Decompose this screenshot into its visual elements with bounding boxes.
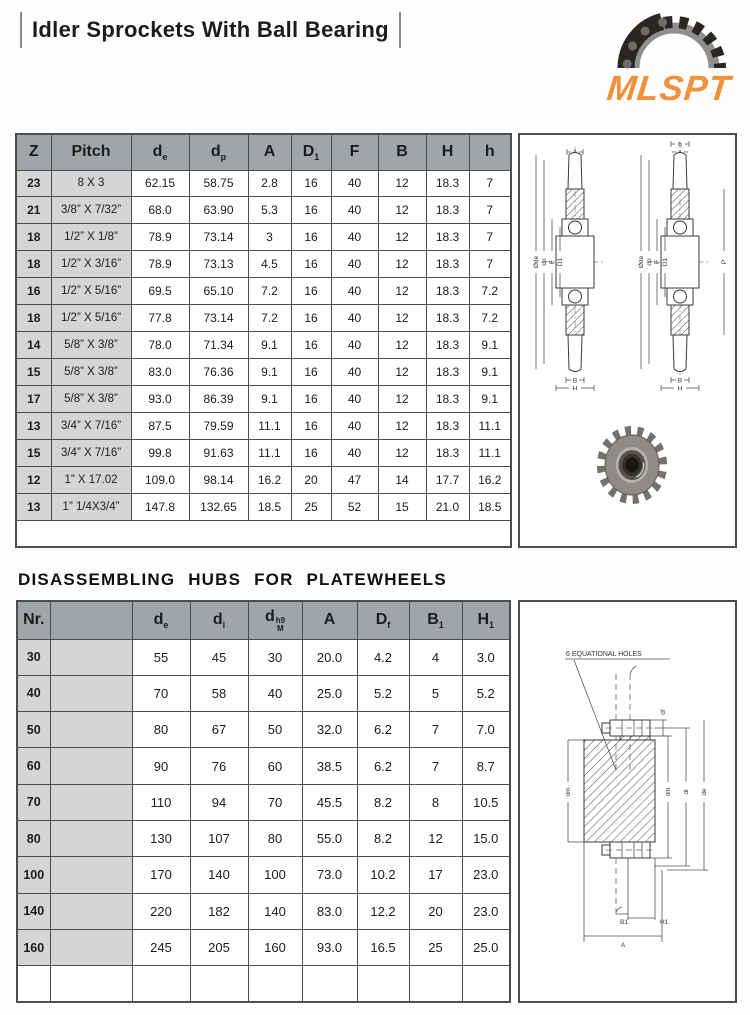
page-title: Idler Sprockets With Ball Bearing: [32, 17, 389, 42]
column-header: $B_1$: [409, 601, 462, 639]
svg-text:dp: dp: [541, 258, 548, 266]
table-cell: 18.3: [426, 439, 469, 466]
table-cell: 16.2: [469, 466, 511, 493]
table-cell: 47: [331, 466, 378, 493]
table-cell: 30: [17, 639, 50, 675]
column-header: $d_e$: [132, 601, 190, 639]
table-cell: 40: [331, 332, 378, 359]
table-cell: 65.10: [189, 278, 248, 305]
table-cell: 8.2: [357, 820, 409, 856]
table-cell: 3.0: [462, 639, 510, 675]
table-cell: 7: [469, 251, 511, 278]
table-cell: 10.5: [462, 784, 510, 820]
table-cell: 86.39: [189, 385, 248, 412]
svg-text:A: A: [620, 942, 626, 949]
table-cell: 69.5: [131, 278, 189, 305]
table-cell: 15.0: [462, 820, 510, 856]
table-cell: 160: [248, 929, 302, 965]
table-cell: 73.13: [189, 251, 248, 278]
title-right-bar: [399, 12, 401, 48]
sprocket-photo: [596, 425, 669, 506]
table-cell: 7: [469, 170, 511, 197]
table-cell: 18.3: [426, 385, 469, 412]
table-row: [17, 784, 510, 820]
column-header: B: [378, 134, 426, 170]
table-row: [17, 712, 510, 748]
idler-sprockets-table: [15, 133, 512, 548]
table-row: [16, 385, 511, 412]
table-cell: 7.0: [462, 712, 510, 748]
column-header: $D_1$: [291, 134, 331, 170]
hub-cross-section-drawing: [520, 602, 735, 1001]
table-cell: 9.1: [248, 385, 291, 412]
table-cell: 147.8: [131, 493, 189, 520]
table-cell: 40: [331, 305, 378, 332]
table-row: [17, 675, 510, 711]
table-cell: 25.0: [302, 675, 357, 711]
table-cell: 73.14: [189, 224, 248, 251]
title-left-bar: [20, 12, 22, 48]
table-row: [17, 857, 510, 893]
column-header: $d_e$: [131, 134, 189, 170]
table-cell: 12: [409, 820, 462, 856]
table-cell: 5/8” X 3/8”: [51, 358, 131, 385]
table-cell: [50, 784, 132, 820]
table-cell: 78.9: [131, 251, 189, 278]
table-cell: 20.0: [302, 639, 357, 675]
table-row: [17, 639, 510, 675]
table-cell: 18.3: [426, 224, 469, 251]
svg-text:h: h: [678, 141, 682, 149]
table-cell: 45: [190, 639, 248, 675]
table-cell: 18.3: [426, 278, 469, 305]
table-cell: 15: [378, 493, 426, 520]
column-header: A: [248, 134, 291, 170]
table-cell: 18.3: [426, 412, 469, 439]
svg-text:D1: D1: [557, 257, 564, 267]
table-cell: 40: [17, 675, 50, 711]
table-cell: 1” X 17.02: [51, 466, 131, 493]
table-cell: 9.1: [469, 332, 511, 359]
table-row: [17, 893, 510, 929]
table-row: [16, 358, 511, 385]
svg-text:Øde: Øde: [533, 255, 540, 269]
table-cell: 4: [409, 639, 462, 675]
table-cell: 23.0: [462, 893, 510, 929]
svg-text:F: F: [654, 260, 661, 264]
table-cell: 12: [378, 224, 426, 251]
table-cell: 3/8” X 7/32”: [51, 197, 131, 224]
table-cell: 132.65: [189, 493, 248, 520]
column-header: $d_p$: [189, 134, 248, 170]
table-cell: 50: [248, 712, 302, 748]
table-row: [16, 197, 511, 224]
table-row: [16, 305, 511, 332]
svg-text:de: de: [701, 788, 708, 796]
table-cell: 8.2: [357, 784, 409, 820]
table-cell: 4.5: [248, 251, 291, 278]
table-cell: 16: [291, 224, 331, 251]
table-cell: 107: [190, 820, 248, 856]
table-cell: [50, 857, 132, 893]
column-header: Nr.: [17, 601, 50, 639]
table-cell: [50, 675, 132, 711]
table-cell: 18: [16, 251, 51, 278]
table-cell: 40: [331, 278, 378, 305]
table-cell: 18.3: [426, 358, 469, 385]
table-cell: 245: [132, 929, 190, 965]
table-cell: 8.7: [462, 748, 510, 784]
hub-figure: [518, 600, 737, 1003]
table-cell: 18.5: [469, 493, 511, 520]
table-cell: 18.3: [426, 305, 469, 332]
table-cell: 16.2: [248, 466, 291, 493]
table-cell: 94: [190, 784, 248, 820]
table-cell: 55.0: [302, 820, 357, 856]
table-cell: 8: [409, 784, 462, 820]
table-cell: 18.3: [426, 197, 469, 224]
column-header: Pitch: [51, 134, 131, 170]
table-cell: 1” 1/4X3/4”: [51, 493, 131, 520]
disassembling-hubs-table: [16, 600, 511, 1003]
table-cell: 140: [248, 893, 302, 929]
table-cell: 140: [190, 857, 248, 893]
table-cell: 9.1: [469, 385, 511, 412]
table-cell: 18: [16, 224, 51, 251]
column-header: H: [426, 134, 469, 170]
table-cell: 40: [331, 197, 378, 224]
svg-text:B: B: [572, 377, 578, 385]
table-cell: 58: [190, 675, 248, 711]
svg-text:H1: H1: [660, 919, 669, 926]
table-cell: 16: [291, 251, 331, 278]
table-cell: 40: [331, 412, 378, 439]
table-cell: [50, 893, 132, 929]
column-header: A: [302, 601, 357, 639]
table-cell: 40: [331, 224, 378, 251]
table-row: [16, 224, 511, 251]
table-cell: 83.0: [302, 893, 357, 929]
table-cell: 60: [248, 748, 302, 784]
table-cell: 16.5: [357, 929, 409, 965]
table-cell: 52: [331, 493, 378, 520]
table-cell: 83.0: [131, 358, 189, 385]
table-cell: 90: [132, 748, 190, 784]
table-cell: 62.15: [131, 170, 189, 197]
table-cell: 23.0: [462, 857, 510, 893]
table-cell: 1/2” X 1/8”: [51, 224, 131, 251]
table-row: [17, 748, 510, 784]
table-cell: 25.0: [462, 929, 510, 965]
table-cell: 12: [378, 197, 426, 224]
table-cell: 18: [16, 305, 51, 332]
table-cell: 78.9: [131, 224, 189, 251]
table-cell: 3: [248, 224, 291, 251]
svg-text:P: P: [721, 259, 728, 265]
svg-text:dp: dp: [646, 258, 653, 266]
table-cell: 76: [190, 748, 248, 784]
table-cell: 58.75: [189, 170, 248, 197]
svg-text:B1: B1: [620, 919, 628, 926]
table-cell: 16: [291, 305, 331, 332]
table-cell: 91.63: [189, 439, 248, 466]
table-cell: 7: [409, 712, 462, 748]
table-cell: 70: [132, 675, 190, 711]
table-cell: 21: [16, 197, 51, 224]
table-cell: 11.1: [469, 412, 511, 439]
table-cell: 170: [132, 857, 190, 893]
brand-logo: [594, 2, 744, 109]
column-header: $D_f$: [357, 601, 409, 639]
column-header: F: [331, 134, 378, 170]
sprocket-cross-section-drawing: [520, 135, 735, 546]
table-cell: 68.0: [131, 197, 189, 224]
table-cell: 5.3: [248, 197, 291, 224]
table-cell: 14: [378, 466, 426, 493]
table-cell: 16: [291, 278, 331, 305]
table-cell: 11.1: [248, 439, 291, 466]
table-cell: 15: [16, 439, 51, 466]
table-cell: 100: [248, 857, 302, 893]
table-cell: 40: [331, 439, 378, 466]
table-cell: 9.1: [248, 358, 291, 385]
column-header: Z: [16, 134, 51, 170]
table-cell: 77.8: [131, 305, 189, 332]
table-cell: 12: [378, 251, 426, 278]
table-cell: 5.2: [462, 675, 510, 711]
table-cell: 63.90: [189, 197, 248, 224]
table-cell: 16: [291, 439, 331, 466]
svg-text:dm: dm: [565, 787, 572, 797]
table-row: [16, 439, 511, 466]
table-cell: 1/2” X 5/16”: [51, 305, 131, 332]
table-cell: 110: [132, 784, 190, 820]
table-cell: 20: [291, 466, 331, 493]
table-cell: 16: [16, 278, 51, 305]
table-row: [16, 170, 511, 197]
table-cell: 205: [190, 929, 248, 965]
table-cell: 16: [291, 197, 331, 224]
column-header: d h9 M: [248, 601, 302, 639]
table-cell: 16: [291, 385, 331, 412]
table-cell: 160: [17, 929, 50, 965]
table-cell: 16: [291, 332, 331, 359]
svg-text:df: df: [660, 709, 667, 715]
svg-text:H: H: [572, 385, 578, 393]
table-cell: 40: [331, 385, 378, 412]
table-row: [17, 929, 510, 965]
idler-table-header-row: [16, 134, 511, 170]
table-cell: 98.14: [189, 466, 248, 493]
table-cell: 14: [16, 332, 51, 359]
page-title-block: [20, 12, 401, 48]
table-cell: 13: [16, 412, 51, 439]
table-cell: 12: [378, 439, 426, 466]
table-cell: 25: [291, 493, 331, 520]
table-row: [16, 466, 511, 493]
table-row: [16, 493, 511, 520]
table-row: [16, 332, 511, 359]
table-cell: 79.59: [189, 412, 248, 439]
table-cell: 71.34: [189, 332, 248, 359]
table-cell: 70: [17, 784, 50, 820]
table-cell: [50, 929, 132, 965]
table-cell: 11.1: [248, 412, 291, 439]
table-cell: 73.0: [302, 857, 357, 893]
table-cell: 6.2: [357, 712, 409, 748]
empty-filler-row: [16, 520, 511, 547]
svg-text:D1: D1: [662, 257, 669, 267]
table-cell: 99.8: [131, 439, 189, 466]
table-cell: 80: [132, 712, 190, 748]
table-cell: 7: [409, 748, 462, 784]
table-cell: 12: [378, 412, 426, 439]
table-row: [17, 820, 510, 856]
svg-text:dm: dm: [665, 787, 672, 797]
section2-heading: DISASSEMBLING HUBS FOR PLATEWHEELS: [18, 570, 447, 589]
cross-section-left: [533, 147, 604, 393]
table-cell: 13: [16, 493, 51, 520]
table-cell: 17: [409, 857, 462, 893]
table-cell: 17: [16, 385, 51, 412]
table-cell: 76.36: [189, 358, 248, 385]
table-cell: 182: [190, 893, 248, 929]
table-cell: 12: [378, 332, 426, 359]
svg-text:6 EQUATIONAL HOLES: 6 EQUATIONAL HOLES: [566, 651, 642, 658]
table-cell: 7.2: [469, 305, 511, 332]
table-row: [16, 412, 511, 439]
table-cell: 8 X 3: [51, 170, 131, 197]
table-cell: [50, 712, 132, 748]
table-cell: 7: [469, 197, 511, 224]
cross-section-right: [638, 141, 728, 393]
table-cell: 18.5: [248, 493, 291, 520]
table-cell: 7: [469, 224, 511, 251]
table-cell: 17.7: [426, 466, 469, 493]
table-cell: 7.2: [248, 278, 291, 305]
table-cell: 12: [378, 358, 426, 385]
table-cell: 40: [331, 358, 378, 385]
table-cell: 25: [409, 929, 462, 965]
table-cell: 16: [291, 412, 331, 439]
table-cell: 4.2: [357, 639, 409, 675]
table-cell: 109.0: [131, 466, 189, 493]
table-cell: 93.0: [131, 385, 189, 412]
column-header: $H_1$: [462, 601, 510, 639]
table-cell: 67: [190, 712, 248, 748]
table-cell: 12.2: [357, 893, 409, 929]
table-cell: 18.3: [426, 332, 469, 359]
table-cell: 5/8” X 3/8”: [51, 332, 131, 359]
table-cell: 21.0: [426, 493, 469, 520]
hub-drawing: [565, 651, 708, 949]
table-cell: 9.1: [248, 332, 291, 359]
table-cell: 9.1: [469, 358, 511, 385]
svg-text:di: di: [683, 789, 690, 795]
table-cell: 50: [17, 712, 50, 748]
table-cell: 16: [291, 358, 331, 385]
table-cell: 93.0: [302, 929, 357, 965]
empty-filler-row: [17, 966, 510, 1002]
table-cell: 40: [248, 675, 302, 711]
table-cell: 3/4” X 7/16”: [51, 439, 131, 466]
table-row: [16, 251, 511, 278]
svg-text:F: F: [549, 260, 556, 264]
table-cell: 140: [17, 893, 50, 929]
table-cell: 70: [248, 784, 302, 820]
table-cell: 20: [409, 893, 462, 929]
svg-text:Øde: Øde: [638, 255, 645, 269]
table-cell: [50, 820, 132, 856]
table-cell: 6.2: [357, 748, 409, 784]
column-header: [50, 601, 132, 639]
svg-text:B: B: [677, 377, 683, 385]
table-cell: 15: [16, 358, 51, 385]
table-cell: 55: [132, 639, 190, 675]
table-cell: 12: [16, 466, 51, 493]
table-cell: 5/8” X 3/8”: [51, 385, 131, 412]
table-cell: 87.5: [131, 412, 189, 439]
table-cell: 5: [409, 675, 462, 711]
table-cell: 80: [248, 820, 302, 856]
table-cell: 1/2” X 3/16”: [51, 251, 131, 278]
table-cell: 80: [17, 820, 50, 856]
svg-text:H: H: [677, 385, 683, 393]
table-row: [16, 278, 511, 305]
table-cell: 12: [378, 170, 426, 197]
table-cell: 10.2: [357, 857, 409, 893]
table-cell: 30: [248, 639, 302, 675]
table-cell: [50, 748, 132, 784]
table-cell: 11.1: [469, 439, 511, 466]
table-cell: 130: [132, 820, 190, 856]
table-cell: 32.0: [302, 712, 357, 748]
hubs-table-header-row: [17, 601, 510, 639]
table-cell: 45.5: [302, 784, 357, 820]
table-cell: 1/2” X 5/16”: [51, 278, 131, 305]
table-cell: 40: [331, 251, 378, 278]
table-cell: 12: [378, 305, 426, 332]
table-cell: 7.2: [248, 305, 291, 332]
idler-sprocket-figure: [518, 133, 737, 548]
table-cell: 78.0: [131, 332, 189, 359]
table-cell: 60: [17, 748, 50, 784]
table-cell: 40: [331, 170, 378, 197]
table-cell: 7.2: [469, 278, 511, 305]
column-header: $d_i$: [190, 601, 248, 639]
column-header: h: [469, 134, 511, 170]
table-cell: 16: [291, 170, 331, 197]
table-cell: 18.3: [426, 170, 469, 197]
table-cell: 5.2: [357, 675, 409, 711]
table-cell: 220: [132, 893, 190, 929]
table-cell: [50, 639, 132, 675]
brand-logo-text: MLSPT: [605, 69, 733, 108]
table-cell: 12: [378, 278, 426, 305]
table-cell: 38.5: [302, 748, 357, 784]
table-cell: 12: [378, 385, 426, 412]
table-cell: 73.14: [189, 305, 248, 332]
table-cell: 100: [17, 857, 50, 893]
table-cell: 23: [16, 170, 51, 197]
table-cell: 3/4” X 7/16”: [51, 412, 131, 439]
table-cell: 18.3: [426, 251, 469, 278]
table-cell: 2.8: [248, 170, 291, 197]
